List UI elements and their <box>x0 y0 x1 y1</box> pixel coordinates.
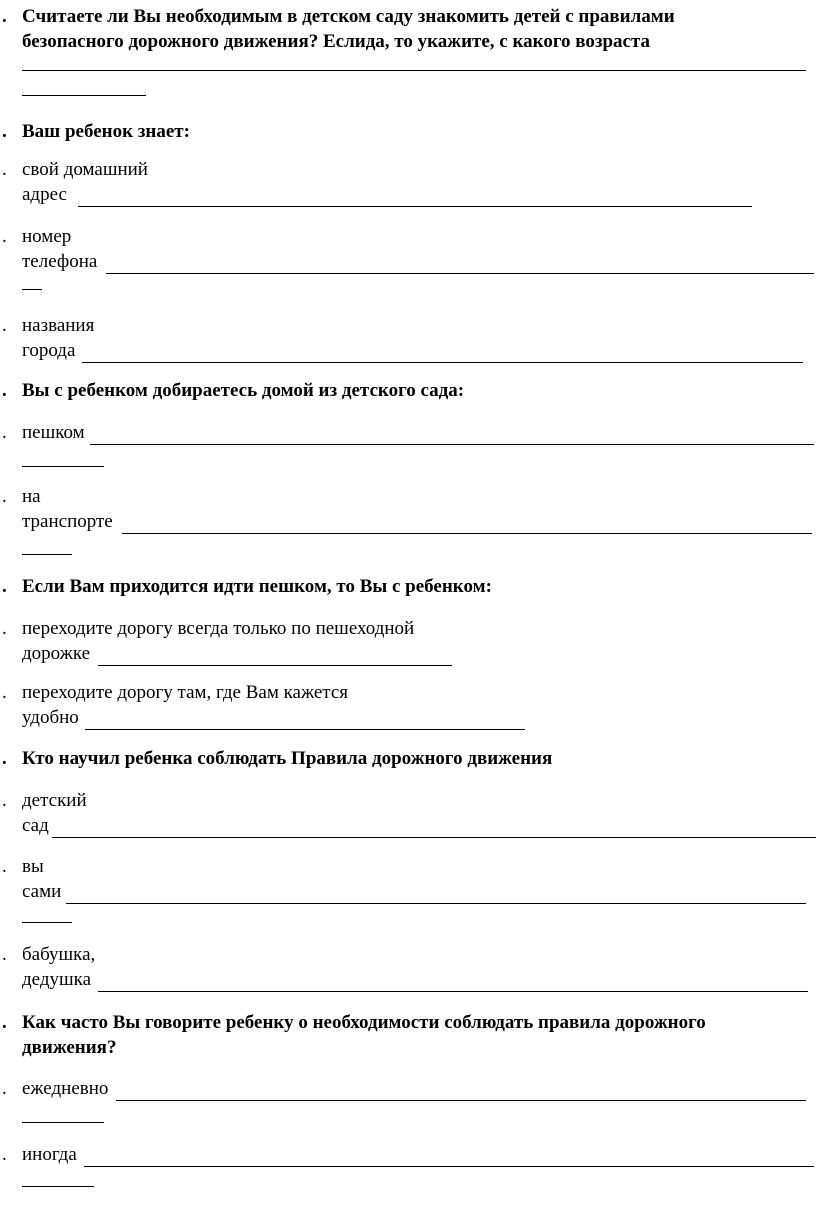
answer-line-transport[interactable] <box>122 509 812 534</box>
answer-line-address[interactable] <box>78 182 752 207</box>
bullet-marker: . <box>2 226 7 247</box>
bullet-marker: . <box>2 315 7 336</box>
answer-line-daily-cont[interactable] <box>22 1098 104 1123</box>
bullet-marker: . <box>2 1078 7 1099</box>
bullet-marker: . <box>2 380 7 401</box>
question-6-title: Как часто Вы говорите ребенку о необходимости соблюдать правила дорожного движения? <box>22 1012 706 1058</box>
answer-line-crosswalk[interactable] <box>98 641 452 666</box>
answer-line-walk[interactable] <box>90 420 814 445</box>
bullet-marker: . <box>2 1012 7 1033</box>
answer-line-phone[interactable] <box>106 249 814 274</box>
answer-line-daily[interactable] <box>116 1076 806 1101</box>
answer-line-yourself[interactable] <box>66 879 806 904</box>
answer-line-q1-cont[interactable] <box>22 71 146 96</box>
answer-line-city[interactable] <box>82 338 803 363</box>
question-5-title: Кто научил ребенка соблюдать Правила дорожного движения <box>22 748 553 769</box>
bullet-marker: . <box>2 618 7 639</box>
answer-line-transport-cont[interactable] <box>22 530 72 555</box>
answer-line-kindergarten[interactable] <box>52 813 816 838</box>
question-2-title: Ваш ребенок знает: <box>22 121 190 142</box>
answer-line-walk-cont[interactable] <box>22 442 104 467</box>
bullet-marker: . <box>2 1144 7 1165</box>
bullet-marker: . <box>2 944 7 965</box>
bullet-marker: . <box>2 486 7 507</box>
bullet-marker: . <box>2 682 7 703</box>
bullet-marker: . <box>2 6 7 27</box>
question-4-title: Если Вам приходится идти пешком, то Вы с ребенком: <box>22 576 492 597</box>
bullet-marker: . <box>2 159 7 180</box>
answer-line-sometimes-cont[interactable] <box>22 1162 94 1187</box>
answer-line-q1[interactable] <box>22 46 806 71</box>
answer-line-grandparents[interactable] <box>98 967 808 992</box>
question-3-title: Вы с ребенком добираетесь домой из детского сада: <box>22 380 465 401</box>
bullet-marker: . <box>2 748 7 769</box>
bullet-marker: . <box>2 790 7 811</box>
answer-line-phone-cont[interactable] <box>22 265 42 290</box>
answer-line-convenient[interactable] <box>85 705 525 730</box>
question-1-text: Считаете ли Вы необходимым в детском саду знакомить детей с правилами безопасного дорожного движения? Еслида, то укажите, с какого возраста <box>22 6 675 52</box>
answer-line-yourself-cont[interactable] <box>22 898 72 923</box>
bullet-marker: . <box>2 856 7 877</box>
bullet-marker: . <box>2 576 7 597</box>
bullet-marker: . <box>2 121 7 142</box>
bullet-marker: . <box>2 422 7 443</box>
answer-line-sometimes[interactable] <box>84 1142 814 1167</box>
